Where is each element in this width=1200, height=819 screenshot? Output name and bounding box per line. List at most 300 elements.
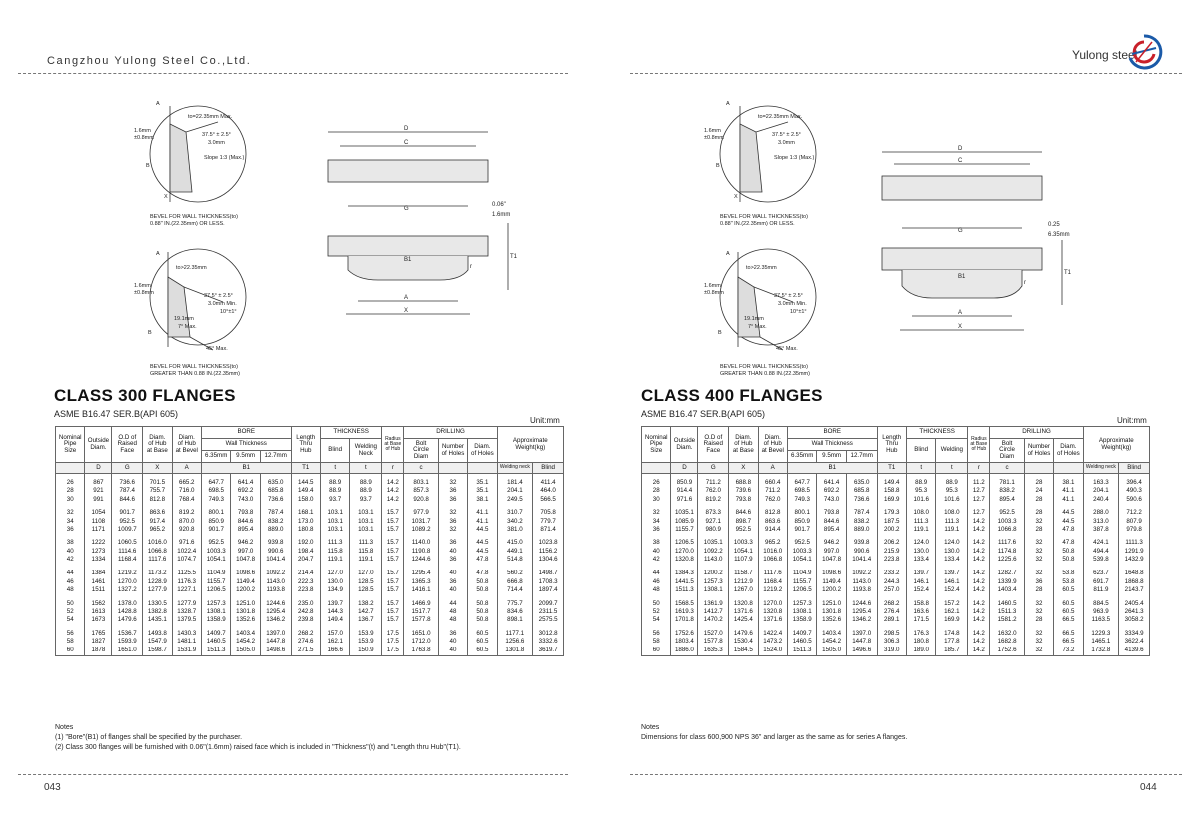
table-cell: 28 — [1024, 586, 1053, 594]
table-cell: 50.8 — [468, 586, 497, 594]
table-cell: 2311.5 — [533, 608, 564, 616]
table-cell: 35.1 — [468, 487, 497, 495]
table-cell: 48 — [438, 616, 467, 624]
table-cell: 1035.1 — [698, 539, 729, 547]
table-cell: 28 — [56, 487, 85, 495]
table-cell: 44.5 — [468, 526, 497, 534]
class-400-table — [641, 426, 1150, 656]
hdr-welding-neck: Welding Neck — [350, 439, 382, 463]
table-row — [642, 616, 1150, 624]
label-B1: B1 — [404, 257, 412, 263]
table-cell: 641.4 — [231, 479, 260, 487]
table-cell: 1104.9 — [787, 570, 816, 578]
table-cell: 494.4 — [1083, 548, 1119, 556]
table-cell: 38.1 — [468, 496, 497, 504]
label-C: C — [404, 140, 409, 146]
table-cell: 1244.6 — [846, 600, 877, 608]
hdr-w3: 12.7mm — [846, 451, 877, 463]
table-cell: 857.3 — [404, 487, 438, 495]
table-cell: 1536.7 — [112, 630, 143, 638]
table-cell: 288.0 — [1083, 509, 1119, 517]
table-cell: 1584.5 — [729, 647, 758, 655]
table-cell: 144.3 — [320, 608, 349, 616]
table-cell: 991 — [85, 496, 112, 504]
table-cell: 111.3 — [906, 518, 935, 526]
table-cell: 1416.1 — [404, 586, 438, 594]
table-cell: 971.6 — [671, 496, 698, 504]
table-cell: 48 — [438, 608, 467, 616]
bevel-caption2b-r: GREATER THAN 0.88 IN.(22.35mm) — [720, 371, 810, 377]
table-cell: 1228.9 — [143, 578, 172, 586]
table-cell: 1496.6 — [846, 647, 877, 655]
table-cell: 914.4 — [671, 487, 698, 495]
table-row — [642, 600, 1150, 608]
table-cell: 1173.2 — [143, 570, 172, 578]
table-cell: 793.8 — [231, 509, 260, 517]
table-cell: 180.8 — [291, 526, 320, 534]
table-cell: 3332.6 — [533, 638, 564, 646]
table-cell: 1732.8 — [1083, 647, 1119, 655]
hdr-outside: Outside Diam. — [85, 427, 112, 463]
table-cell: 1066.8 — [990, 526, 1024, 534]
hdr-bore: BORE — [787, 427, 877, 439]
hdr-drilling: DRILLING — [990, 427, 1083, 439]
bevel-label-a: A — [156, 101, 160, 107]
table-cell: 3012.8 — [533, 630, 564, 638]
table-cell: 103.1 — [320, 518, 349, 526]
table-cell: 834.6 — [497, 608, 533, 616]
table-cell: 1054.1 — [729, 548, 758, 556]
table-cell: 171.5 — [906, 616, 935, 624]
table-cell: 166.6 — [320, 647, 349, 655]
table-cell: 2405.4 — [1119, 600, 1150, 608]
label-X-r: X — [958, 324, 963, 330]
table-cell: 1379.5 — [172, 616, 201, 624]
table-cell: 88.9 — [320, 479, 349, 487]
sym-empty2 — [438, 463, 467, 474]
hdr-w2: 9.5mm — [817, 451, 846, 463]
table-cell: 36 — [438, 487, 467, 495]
table-cell: 66.5 — [1054, 638, 1083, 646]
table-cell: 1481.1 — [172, 638, 201, 646]
label-D-r: D — [958, 146, 963, 152]
table-cell: 1200.2 — [231, 586, 260, 594]
table-cell: 36 — [56, 526, 85, 534]
footer-rule-right — [630, 774, 1182, 775]
table-cell: 169.9 — [877, 496, 906, 504]
table-cell: 1827 — [85, 638, 112, 646]
table-cell: 1651.0 — [404, 630, 438, 638]
table-cell: 692.2 — [817, 487, 846, 495]
hdr-od-raised: O.D of Raised Face — [698, 427, 729, 463]
label-r: r — [470, 264, 472, 270]
table-cell: 1156.2 — [533, 548, 564, 556]
table-cell: 233.2 — [877, 570, 906, 578]
table-cell: 743.0 — [231, 496, 260, 504]
table-cell: 26 — [642, 479, 671, 487]
table-cell: 50 — [642, 600, 671, 608]
table-cell: 927.1 — [698, 518, 729, 526]
sym-D: D — [671, 463, 698, 474]
table-cell: 28 — [1024, 479, 1053, 487]
table-cell: 698.5 — [201, 487, 230, 495]
table-cell: 1447.8 — [846, 638, 877, 646]
table-cell: 692.2 — [231, 487, 260, 495]
table-cell: 1308.1 — [787, 608, 816, 616]
table-cell: 60.5 — [1054, 586, 1083, 594]
table-cell: 276.4 — [877, 608, 906, 616]
table-cell: 38 — [642, 539, 671, 547]
hdr-w1: 6.35mm — [787, 451, 816, 463]
table-cell: 149.4 — [320, 616, 349, 624]
table-cell: 206.2 — [877, 539, 906, 547]
table-cell: 819.2 — [172, 509, 201, 517]
table-cell: 739.6 — [729, 487, 758, 495]
raised-face-in: 0.06" — [492, 202, 506, 208]
table-cell: 1155.7 — [201, 578, 230, 586]
table-cell: 716.0 — [172, 487, 201, 495]
bevel-angle4: 7° Max. — [178, 324, 197, 330]
table-cell: 1511.3 — [787, 647, 816, 655]
table-cell: 1054.1 — [787, 556, 816, 564]
table-cell: 781.1 — [990, 479, 1024, 487]
table-cell: 387.8 — [1083, 526, 1119, 534]
table-cell: 111.3 — [350, 539, 382, 547]
table-cell: 1619.3 — [671, 608, 698, 616]
table-cell: 1403.4 — [990, 586, 1024, 594]
table-cell: 1016.0 — [758, 548, 787, 556]
table-cell: 111.3 — [320, 539, 349, 547]
table-row — [642, 638, 1150, 646]
sym-X: X — [143, 463, 172, 474]
brand-name: Yulong steel — [1072, 48, 1138, 62]
table-cell: 174.8 — [936, 630, 968, 638]
sym-blind: Blind — [533, 463, 564, 474]
table-cell: 130.0 — [906, 548, 935, 556]
sym-wn: Welding neck — [497, 463, 533, 474]
table-cell: 1125.5 — [172, 570, 201, 578]
table-cell: 36 — [438, 578, 467, 586]
table-cell: 1454.2 — [231, 638, 260, 646]
table-cell: 14.2 — [968, 556, 990, 564]
table-cell: 60.5 — [468, 647, 497, 655]
table-cell: 736.6 — [846, 496, 877, 504]
hdr-length: Length Thru Hub — [877, 427, 906, 463]
sym-T1: T1 — [877, 463, 906, 474]
table-cell: 1651.0 — [112, 647, 143, 655]
table-cell: 146.1 — [906, 578, 935, 586]
table-cell: 1200.2 — [698, 570, 729, 578]
bevel-to-max-r: to=22.35mm Max. — [758, 114, 803, 120]
table-cell: 977.9 — [404, 509, 438, 517]
table-cell: 144.5 — [291, 479, 320, 487]
hdr-radius: Radius at Base of Hub — [968, 427, 990, 463]
table-row — [642, 518, 1150, 526]
table-cell: 41.1 — [468, 518, 497, 526]
table-cell: 793.8 — [729, 496, 758, 504]
table-cell: 1149.4 — [231, 578, 260, 586]
table-cell: 36 — [438, 630, 467, 638]
table-cell: 40 — [438, 638, 467, 646]
table-cell: 1461 — [85, 578, 112, 586]
table-cell: 952.5 — [990, 509, 1024, 517]
table-cell: 93.7 — [320, 496, 349, 504]
table-cell: 1412.7 — [698, 608, 729, 616]
table-cell: 539.8 — [1083, 556, 1119, 564]
table-cell: 464.0 — [533, 487, 564, 495]
table-cell: 762.0 — [698, 487, 729, 495]
bevel-label-a-r: A — [726, 101, 730, 107]
table-cell: 42 — [56, 556, 85, 564]
sym-c: c — [404, 463, 438, 474]
table-cell: 850.9 — [201, 518, 230, 526]
table-cell: 1352.6 — [231, 616, 260, 624]
header-rule-right — [630, 73, 1182, 74]
table-cell: 139.7 — [320, 600, 349, 608]
table-cell: 124.0 — [936, 539, 968, 547]
footer-rule-left — [18, 774, 568, 775]
table-cell: 32 — [1024, 548, 1053, 556]
table-cell: 1425.4 — [729, 616, 758, 624]
table-cell: 1114.6 — [112, 548, 143, 556]
bevel-slope-r: Slope 1:3 (Max.) — [774, 155, 815, 161]
table-cell: 1473.2 — [758, 638, 787, 646]
table-cell: 812.8 — [143, 496, 172, 504]
table-cell: 28 — [1024, 616, 1053, 624]
table-cell: 115.8 — [320, 548, 349, 556]
table-cell: 2099.7 — [533, 600, 564, 608]
table-cell: 2143.7 — [1119, 586, 1150, 594]
bevel-label-a2-r: A — [726, 251, 730, 257]
table-cell: 1212.9 — [729, 578, 758, 586]
bevel-caption2a: BEVEL FOR WALL THICKNESS(to) — [150, 364, 238, 370]
label-C-r: C — [958, 158, 963, 164]
table-cell: 1308.1 — [698, 586, 729, 594]
table-cell: 24 — [1024, 487, 1053, 495]
table-cell: 48 — [56, 586, 85, 594]
table-cell: 44.5 — [1054, 518, 1083, 526]
table-row — [642, 539, 1150, 547]
table-cell: 1117.6 — [758, 570, 787, 578]
table-cell: 36 — [1024, 578, 1053, 586]
table-cell: 1098.6 — [817, 570, 846, 578]
table-cell: 1003.3 — [990, 518, 1024, 526]
table-cell: 40 — [56, 548, 85, 556]
table-cell: 176.3 — [906, 630, 935, 638]
hdr-hub-base: Diam. of Hub at Base — [729, 427, 758, 463]
table-cell: 150.9 — [350, 647, 382, 655]
bevel-detail-drawing-left — [128, 92, 288, 382]
table-cell: 1206.5 — [787, 586, 816, 594]
table-cell: 844.6 — [231, 518, 260, 526]
label-G-r: G — [958, 228, 963, 234]
table-cell: 743.0 — [817, 496, 846, 504]
table-cell: 701.5 — [143, 479, 172, 487]
table-cell: 1092.2 — [698, 548, 729, 556]
note-r-1: Dimensions for class 600,900 NPS 36" and larger as the same as for series A flanges. — [641, 734, 908, 741]
table-cell: 47.8 — [1054, 539, 1083, 547]
table-cell: 1003.3 — [729, 539, 758, 547]
table-cell: 863.6 — [758, 518, 787, 526]
bevel-d1b-r: 1.6mm — [704, 283, 721, 289]
table-cell: 35.1 — [468, 479, 497, 487]
bevel-caption2a-r: BEVEL FOR WALL THICKNESS(to) — [720, 364, 808, 370]
table-cell: 1009.7 — [112, 526, 143, 534]
table-cell: 1089.2 — [404, 526, 438, 534]
table-cell: 1384 — [85, 570, 112, 578]
table-cell: 204.1 — [1083, 487, 1119, 495]
bevel-label-x-r: X — [734, 194, 738, 200]
table-cell: 1104.9 — [201, 570, 230, 578]
table-cell: 1092.2 — [260, 570, 291, 578]
table-cell: 1229.3 — [1083, 630, 1119, 638]
table-cell: 803.1 — [404, 479, 438, 487]
table-cell: 139.7 — [936, 570, 968, 578]
hdr-outside: Outside Diam. — [671, 427, 698, 463]
table-cell: 819.2 — [698, 496, 729, 504]
table-cell: 838.2 — [846, 518, 877, 526]
table-cell: 15.7 — [382, 570, 404, 578]
table-cell: 1277.9 — [172, 600, 201, 608]
table-cell: 1517.7 — [404, 608, 438, 616]
table-cell: 88.9 — [936, 479, 968, 487]
table-cell: 47.8 — [1054, 526, 1083, 534]
label-X: X — [404, 308, 409, 314]
table-cell: 793.8 — [817, 509, 846, 517]
class-300-notes — [55, 723, 575, 753]
table-cell: 289.1 — [877, 616, 906, 624]
table-cell: 1358.9 — [787, 616, 816, 624]
table-cell: 1244.6 — [260, 600, 291, 608]
table-cell: 1054.1 — [201, 556, 230, 564]
table-cell: 1765 — [85, 630, 112, 638]
table-row — [642, 496, 1150, 504]
sym-B1: B1 — [201, 463, 291, 474]
table-cell: 1527.0 — [698, 630, 729, 638]
table-cell: 1466.9 — [404, 600, 438, 608]
table-cell: 1225.6 — [990, 556, 1024, 564]
class-300-table — [55, 426, 564, 656]
table-cell: 1295.4 — [260, 608, 291, 616]
hdr-blind: Blind — [906, 439, 935, 463]
table-row — [56, 548, 564, 556]
table-cell: 1277.9 — [143, 586, 172, 594]
table-cell: 1295.4 — [404, 570, 438, 578]
bevel-angle3: 10°±1° — [220, 309, 237, 315]
table-cell: 52 — [56, 608, 85, 616]
header-rule-left — [18, 73, 568, 74]
table-cell: 12.7 — [968, 487, 990, 495]
table-cell: 787.4 — [112, 487, 143, 495]
table-cell: 192.0 — [291, 539, 320, 547]
table-cell: 158.8 — [906, 600, 935, 608]
table-cell: 901.7 — [112, 509, 143, 517]
table-cell: 1708.3 — [533, 578, 564, 586]
table-cell: 46 — [56, 578, 85, 586]
table-cell: 11.2 — [968, 479, 990, 487]
yulong-logo-icon — [1124, 32, 1164, 72]
hdr-thickness: THICKNESS — [320, 427, 381, 439]
table-cell: 127.0 — [350, 570, 382, 578]
table-cell: 44.5 — [468, 548, 497, 556]
table-cell: 12.7 — [968, 509, 990, 517]
table-cell: 14.2 — [382, 479, 404, 487]
table-cell: 60.5 — [468, 638, 497, 646]
table-row — [56, 616, 564, 624]
table-cell: 1047.8 — [231, 556, 260, 564]
table-cell: 32 — [56, 509, 85, 517]
table-cell: 66.5 — [1054, 616, 1083, 624]
table-cell: 119.1 — [350, 556, 382, 564]
table-cell: 920.8 — [172, 526, 201, 534]
table-cell: 244.3 — [877, 578, 906, 586]
table-cell: 103.1 — [320, 509, 349, 517]
table-cell: 1409.7 — [787, 630, 816, 638]
table-cell: 1752.6 — [671, 630, 698, 638]
table-cell: 1397.0 — [260, 630, 291, 638]
table-cell: 1149.4 — [817, 578, 846, 586]
table-cell: 32 — [1024, 518, 1053, 526]
table-cell: 1047.8 — [817, 556, 846, 564]
table-cell: 1163.5 — [1083, 616, 1119, 624]
table-cell: 14.2 — [968, 630, 990, 638]
table-cell: 660.4 — [758, 479, 787, 487]
table-cell: 1270.0 — [112, 578, 143, 586]
table-cell: 1327.2 — [112, 586, 143, 594]
table-cell: 1432.9 — [1119, 556, 1150, 564]
table-cell: 180.8 — [906, 638, 935, 646]
table-cell: 1365.3 — [404, 578, 438, 586]
sym-c: c — [990, 463, 1024, 474]
sym-G: G — [698, 463, 729, 474]
bevel-d1: 1.6mm — [134, 128, 151, 134]
table-cell: 3619.7 — [533, 647, 564, 655]
table-cell: 914.4 — [758, 526, 787, 534]
table-cell: 1023.8 — [533, 539, 564, 547]
class-400-unit: Unit:mm — [1117, 416, 1147, 425]
sym-t1: t — [906, 463, 935, 474]
table-cell: 1031.7 — [404, 518, 438, 526]
table-cell: 1447.8 — [260, 638, 291, 646]
table-cell: 1282.7 — [990, 570, 1024, 578]
bevel-label-b-r: B — [716, 163, 720, 169]
table-cell: 1041.4 — [846, 556, 877, 564]
bevel-dim1: 3.0mm — [208, 140, 225, 146]
table-cell: 1035.1 — [671, 509, 698, 517]
sym-empty2 — [1024, 463, 1053, 474]
table-cell: 1267.0 — [729, 586, 758, 594]
label-A-r: A — [958, 310, 963, 316]
table-cell: 1092.2 — [846, 570, 877, 578]
table-cell: 850.9 — [671, 479, 698, 487]
table-cell: 268.2 — [291, 630, 320, 638]
table-cell: 666.8 — [497, 578, 533, 586]
table-cell: 162.1 — [320, 638, 349, 646]
table-cell: 980.9 — [698, 526, 729, 534]
table-cell: 15.7 — [382, 600, 404, 608]
table-row — [642, 556, 1150, 564]
table-cell: 40 — [438, 570, 467, 578]
table-cell: 590.6 — [1119, 496, 1150, 504]
table-cell: 310.7 — [497, 509, 533, 517]
sym-D: D — [85, 463, 112, 474]
table-cell: 838.2 — [260, 518, 291, 526]
table-cell: 177.8 — [936, 638, 968, 646]
hdr-od-raised: O.D of Raised Face — [112, 427, 143, 463]
table-cell: 298.5 — [877, 630, 906, 638]
table-cell: 139.7 — [906, 570, 935, 578]
table-cell: 963.9 — [1083, 608, 1119, 616]
